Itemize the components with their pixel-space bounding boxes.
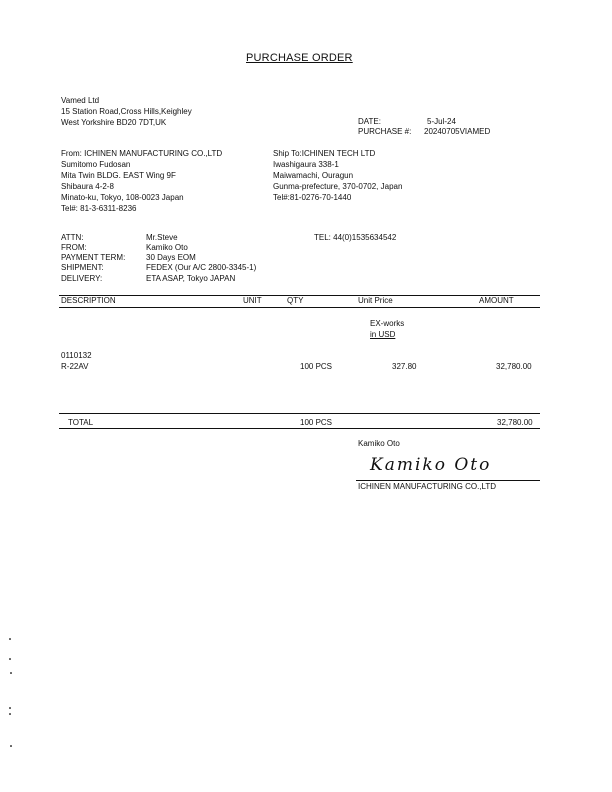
ship-to-line: Iwashigaura 338-1 [273,160,339,169]
from-line: Minato-ku, Tokyo, 108-0023 Japan [61,193,184,202]
from-line: From: ICHINEN MANUFACTURING CO.,LTD [61,149,223,158]
total-amount: 32,780.00 [497,418,533,427]
item-unit-price: 327.80 [392,362,417,371]
delivery-label: DELIVERY: [61,274,103,283]
total-label: TOTAL [68,418,94,427]
total-bottom-rule [59,428,540,429]
total-qty: 100 PCS [300,418,333,427]
price-currency: in USD [370,330,396,339]
ship-to-line: Gunma-prefecture, 370-0702, Japan [273,182,403,191]
signature-rule [356,480,540,481]
shipment-value: FEDEX (Our A/C 2800-3345-1) [146,263,257,272]
handwritten-signature: Kamiko Oto [370,455,492,475]
delivery-value: ETA ASAP, Tokyo JAPAN [146,274,236,283]
ship-to-line: Maiwamachi, Ouragun [273,171,354,180]
payment-term-value: 30 Days EOM [146,253,196,262]
item-qty: 100 PCS [300,362,333,371]
from-line: Mita Twin BLDG. EAST Wing 9F [61,171,176,180]
from-value: Kamiko Oto [146,243,188,252]
header-unit: UNIT [243,296,262,305]
po-label: PURCHASE #: [358,127,412,136]
ship-to-line: Tel#:81-0276-70-1440 [273,193,352,202]
signature-company: ICHINEN MANUFACTURING CO.,LTD [358,482,497,491]
item-amount: 32,780.00 [496,362,532,371]
page-title: PURCHASE ORDER [246,52,353,64]
header-unit-price: Unit Price [358,296,393,305]
attn-label: ATTN: [61,233,84,242]
buyer-name: Vamed Ltd [61,96,100,105]
from-line: Shibaura 4-2-8 [61,182,114,191]
header-description: DESCRIPTION [61,296,116,305]
price-terms: EX-works [370,319,405,328]
scan-speck [10,745,12,747]
po-value: 20240705VIAMED [424,127,491,136]
shipment-label: SHIPMENT: [61,263,104,272]
scan-speck [9,638,11,640]
scan-speck [9,713,11,715]
total-top-rule [59,413,540,414]
date-label: DATE: [358,117,381,126]
from-line: Tel#: 81-3-6311-8236 [61,204,137,213]
header-amount: AMOUNT [479,296,514,305]
ship-to-line: Ship To:ICHINEN TECH LTD [273,149,376,158]
from-label: FROM: [61,243,87,252]
header-bottom-rule [59,307,540,308]
signatory-name: Kamiko Oto [358,439,400,448]
payment-term-label: PAYMENT TERM: [61,253,126,262]
item-code: 0110132 [61,351,92,360]
tel-value: TEL: 44(0)1535634542 [314,233,397,242]
item-name: R-22AV [61,362,89,371]
from-line: Sumitomo Fudosan [61,160,131,169]
buyer-region: West Yorkshire BD20 7DT,UK [61,118,167,127]
date-value: 5-Jul-24 [427,117,456,126]
scan-speck [10,672,12,674]
scan-speck [9,658,11,660]
attn-value: Mr.Steve [146,233,178,242]
header-qty: QTY [287,296,304,305]
scan-speck [9,707,11,709]
buyer-street: 15 Station Road,Cross Hills,Keighley [61,107,192,116]
